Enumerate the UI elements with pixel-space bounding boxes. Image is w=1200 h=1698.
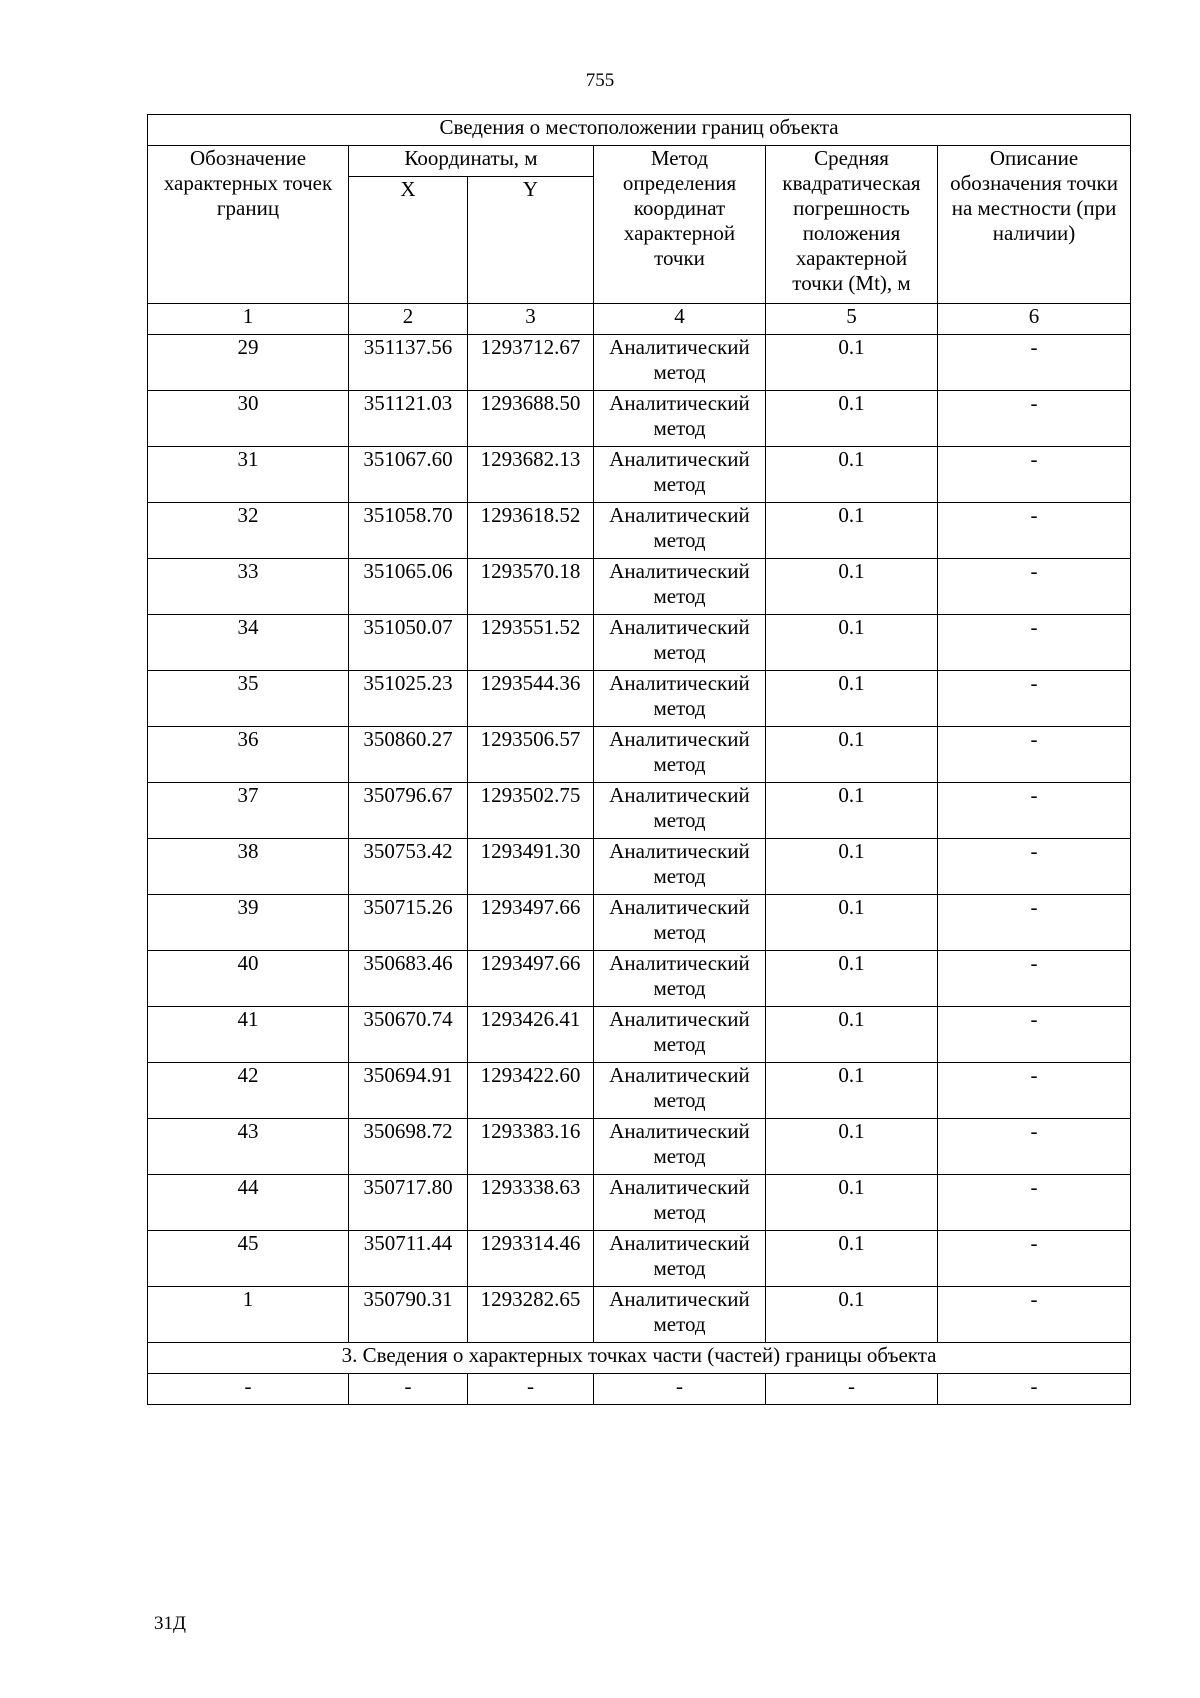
error-cell: 0.1 [766,1175,938,1231]
method-cell: Аналитический метод [594,615,766,671]
table-row [148,951,1131,1007]
table-title: Сведения о местоположении границ объекта [148,115,1131,146]
boundary-coordinates-table [147,114,1131,1405]
table-row [148,1231,1131,1287]
method-cell: Аналитический метод [594,1175,766,1231]
description-cell: - [938,1119,1131,1175]
error-cell: 0.1 [766,1007,938,1063]
description-cell: - [938,391,1131,447]
method-cell: Аналитический метод [594,727,766,783]
description-cell: - [938,783,1131,839]
description-cell: - [938,335,1131,391]
table-row [148,1175,1131,1231]
table-row [148,1007,1131,1063]
y-coordinate-cell: 1293712.67 [468,335,594,391]
y-coordinate-cell: 1293502.75 [468,783,594,839]
x-coordinate-cell: 351065.06 [349,559,468,615]
section3-cell: - [468,1374,594,1405]
table-row [148,447,1131,503]
error-cell: 0.1 [766,895,938,951]
x-coordinate-cell: 350753.42 [349,839,468,895]
x-coordinate-cell: 350717.80 [349,1175,468,1231]
method-cell: Аналитический метод [594,839,766,895]
section3-cell: - [766,1374,938,1405]
header-coordinates: Координаты, м [349,146,594,177]
y-coordinate-cell: 1293314.46 [468,1231,594,1287]
method-cell: Аналитический метод [594,895,766,951]
point-cell: 33 [148,559,349,615]
table-row [148,727,1131,783]
point-cell: 40 [148,951,349,1007]
x-coordinate-cell: 350670.74 [349,1007,468,1063]
y-coordinate-cell: 1293383.16 [468,1119,594,1175]
point-cell: 42 [148,1063,349,1119]
point-cell: 38 [148,839,349,895]
section3-row [148,1374,1131,1405]
column-number-row [148,304,1131,335]
point-cell: 41 [148,1007,349,1063]
description-cell: - [938,1007,1131,1063]
description-cell: - [938,671,1131,727]
table-row [148,559,1131,615]
table-row [148,1287,1131,1343]
table-row [148,671,1131,727]
point-cell: 29 [148,335,349,391]
column-number-cell: 3 [468,304,594,335]
point-cell: 1 [148,1287,349,1343]
description-cell: - [938,839,1131,895]
method-cell: Аналитический метод [594,671,766,727]
point-cell: 35 [148,671,349,727]
y-coordinate-cell: 1293426.41 [468,1007,594,1063]
x-coordinate-cell: 350860.27 [349,727,468,783]
y-coordinate-cell: 1293682.13 [468,447,594,503]
table-row [148,895,1131,951]
method-cell: Аналитический метод [594,391,766,447]
description-cell: - [938,951,1131,1007]
table-row [148,335,1131,391]
table-row [148,839,1131,895]
description-cell: - [938,1063,1131,1119]
x-coordinate-cell: 351050.07 [349,615,468,671]
point-cell: 34 [148,615,349,671]
error-cell: 0.1 [766,1231,938,1287]
header-row-1 [148,146,1131,177]
description-cell: - [938,1287,1131,1343]
description-cell: - [938,895,1131,951]
x-coordinate-cell: 351058.70 [349,503,468,559]
x-coordinate-cell: 351121.03 [349,391,468,447]
method-cell: Аналитический метод [594,503,766,559]
method-cell: Аналитический метод [594,783,766,839]
y-coordinate-cell: 1293551.52 [468,615,594,671]
x-coordinate-cell: 350715.26 [349,895,468,951]
error-cell: 0.1 [766,727,938,783]
table-row [148,783,1131,839]
y-coordinate-cell: 1293688.50 [468,391,594,447]
table-row [148,615,1131,671]
method-cell: Аналитический метод [594,447,766,503]
method-cell: Аналитический метод [594,951,766,1007]
description-cell: - [938,615,1131,671]
column-number-cell: 5 [766,304,938,335]
error-cell: 0.1 [766,447,938,503]
point-cell: 30 [148,391,349,447]
point-cell: 39 [148,895,349,951]
x-coordinate-cell: 350796.67 [349,783,468,839]
x-coordinate-cell: 350698.72 [349,1119,468,1175]
method-cell: Аналитический метод [594,1231,766,1287]
column-number-cell: 1 [148,304,349,335]
column-number-cell: 2 [349,304,468,335]
point-cell: 44 [148,1175,349,1231]
y-coordinate-cell: 1293282.65 [468,1287,594,1343]
description-cell: - [938,1231,1131,1287]
method-cell: Аналитический метод [594,1007,766,1063]
error-cell: 0.1 [766,391,938,447]
error-cell: 0.1 [766,951,938,1007]
point-cell: 43 [148,1119,349,1175]
header-point-designation: Обозначение характерных точек границ [148,146,349,304]
column-number-cell: 4 [594,304,766,335]
point-cell: 31 [148,447,349,503]
section3-cell: - [349,1374,468,1405]
method-cell: Аналитический метод [594,559,766,615]
section3-title: 3. Сведения о характерных точках части (частей) границы объекта [148,1343,1131,1374]
y-coordinate-cell: 1293506.57 [468,727,594,783]
description-cell: - [938,559,1131,615]
table-row [148,1119,1131,1175]
point-cell: 36 [148,727,349,783]
x-coordinate-cell: 351137.56 [349,335,468,391]
y-coordinate-cell: 1293491.30 [468,839,594,895]
header-y: Y [468,177,594,304]
error-cell: 0.1 [766,1119,938,1175]
y-coordinate-cell: 1293422.60 [468,1063,594,1119]
method-cell: Аналитический метод [594,335,766,391]
method-cell: Аналитический метод [594,1063,766,1119]
description-cell: - [938,447,1131,503]
table-row [148,1063,1131,1119]
x-coordinate-cell: 350711.44 [349,1231,468,1287]
error-cell: 0.1 [766,615,938,671]
point-cell: 37 [148,783,349,839]
point-cell: 32 [148,503,349,559]
error-cell: 0.1 [766,839,938,895]
section3-cell: - [938,1374,1131,1405]
x-coordinate-cell: 350790.31 [349,1287,468,1343]
footer-code: 31Д [154,1613,186,1634]
section3-cell: - [594,1374,766,1405]
y-coordinate-cell: 1293544.36 [468,671,594,727]
y-coordinate-cell: 1293497.66 [468,895,594,951]
description-cell: - [938,503,1131,559]
x-coordinate-cell: 350694.91 [349,1063,468,1119]
method-cell: Аналитический метод [594,1119,766,1175]
description-cell: - [938,1175,1131,1231]
section3-cell: - [148,1374,349,1405]
error-cell: 0.1 [766,559,938,615]
header-description: Описание обозначения точки на местности (при наличии) [938,146,1131,304]
error-cell: 0.1 [766,1287,938,1343]
header-method: Метод определения координат характерной точки [594,146,766,304]
y-coordinate-cell: 1293338.63 [468,1175,594,1231]
error-cell: 0.1 [766,783,938,839]
header-x: X [349,177,468,304]
y-coordinate-cell: 1293570.18 [468,559,594,615]
error-cell: 0.1 [766,335,938,391]
y-coordinate-cell: 1293618.52 [468,503,594,559]
error-cell: 0.1 [766,1063,938,1119]
description-cell: - [938,727,1131,783]
table-title-row [148,115,1131,146]
table-row [148,391,1131,447]
error-cell: 0.1 [766,503,938,559]
page-number: 755 [585,70,615,91]
section3-title-row [148,1343,1131,1374]
error-cell: 0.1 [766,671,938,727]
x-coordinate-cell: 351025.23 [349,671,468,727]
x-coordinate-cell: 350683.46 [349,951,468,1007]
table-row [148,503,1131,559]
y-coordinate-cell: 1293497.66 [468,951,594,1007]
method-cell: Аналитический метод [594,1287,766,1343]
header-mean-square-error: Средняя квадратическая погрешность положения характерной точки (Mt), м [766,146,938,304]
x-coordinate-cell: 351067.60 [349,447,468,503]
column-number-cell: 6 [938,304,1131,335]
point-cell: 45 [148,1231,349,1287]
